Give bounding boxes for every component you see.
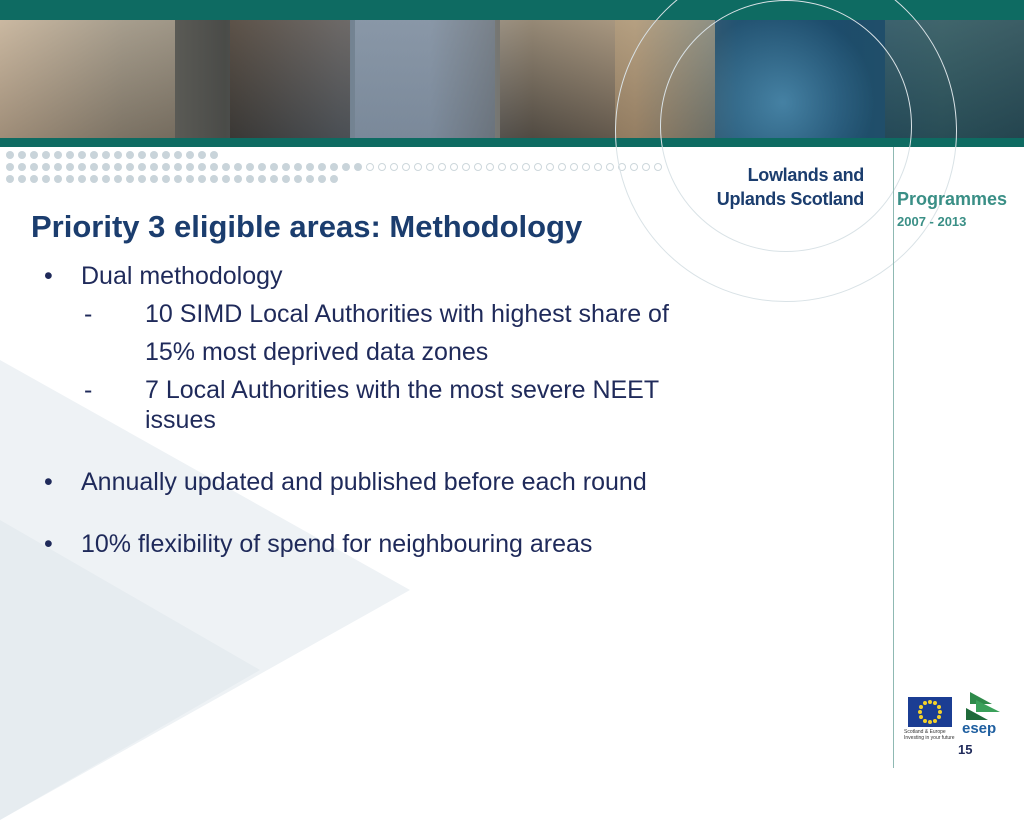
pattern-dot [114, 175, 122, 183]
pattern-dot [330, 163, 338, 171]
pattern-dot [90, 151, 98, 159]
pattern-dot [42, 163, 50, 171]
esep-label: esep [962, 720, 997, 737]
eu-star-icon [923, 719, 927, 723]
logo-line2: Uplands Scotland [716, 189, 864, 209]
banner-photo-students [500, 20, 615, 138]
pattern-dot [78, 175, 86, 183]
slide-title: Priority 3 eligible areas: Methodology [31, 209, 583, 244]
pattern-dot [30, 175, 38, 183]
eu-star-icon [928, 700, 932, 704]
pattern-dot [6, 175, 14, 183]
eu-star-icon [928, 720, 932, 724]
pattern-dot [426, 163, 434, 171]
pattern-dot [270, 175, 278, 183]
pattern-dot [390, 163, 398, 171]
banner-photo-scientist [0, 20, 175, 138]
pattern-dot [474, 163, 482, 171]
pattern-dot [18, 151, 26, 159]
pattern-dot [486, 163, 494, 171]
pattern-dot [186, 175, 194, 183]
pattern-dot [378, 163, 386, 171]
esep-logo-icon [962, 690, 1020, 738]
eu-star-icon [937, 705, 941, 709]
dot-pattern-row-2 [6, 163, 662, 171]
pattern-dot [198, 163, 206, 171]
pattern-dot [558, 163, 566, 171]
pattern-dot [90, 163, 98, 171]
pattern-dot [546, 163, 554, 171]
pattern-dot [306, 163, 314, 171]
eu-flag-icon [908, 697, 952, 727]
pattern-dot [234, 163, 242, 171]
pattern-dot [150, 175, 158, 183]
pattern-dot [186, 151, 194, 159]
sub-marker-2: - [84, 376, 93, 404]
pattern-dot [30, 151, 38, 159]
pattern-dot [402, 163, 410, 171]
background-triangle-small [0, 520, 260, 820]
pattern-dot [78, 163, 86, 171]
eu-star-icon [937, 715, 941, 719]
pattern-dot [138, 151, 146, 159]
pattern-dot [114, 151, 122, 159]
pattern-dot [318, 175, 326, 183]
pattern-dot [462, 163, 470, 171]
sub-text-1-line-1: 10 SIMD Local Authorities with highest share of [145, 300, 669, 328]
eu-star-icon [933, 719, 937, 723]
pattern-dot [90, 175, 98, 183]
bullet-marker-1: • [44, 262, 53, 290]
pattern-dot [162, 163, 170, 171]
pattern-dot [330, 175, 338, 183]
pattern-dot [66, 175, 74, 183]
pattern-dot [138, 175, 146, 183]
pattern-dot [222, 175, 230, 183]
pattern-dot [102, 163, 110, 171]
pattern-dot [354, 163, 362, 171]
eu-star-icon [919, 705, 923, 709]
bullet-text-1: Dual methodology [81, 262, 283, 290]
esep-arrows-icon [962, 690, 1020, 724]
bullet-marker-2: • [44, 468, 53, 496]
pattern-dot [78, 151, 86, 159]
pattern-dot [102, 151, 110, 159]
pattern-dot [30, 163, 38, 171]
eu-star-icon [923, 701, 927, 705]
eu-star-icon [919, 715, 923, 719]
pattern-dot [174, 175, 182, 183]
sub-marker-1: - [84, 300, 93, 328]
pattern-dot [258, 175, 266, 183]
pattern-dot [222, 163, 230, 171]
pattern-dot [126, 151, 134, 159]
pattern-dot [102, 175, 110, 183]
pattern-dot [126, 175, 134, 183]
pattern-dot [6, 163, 14, 171]
pattern-dot [258, 163, 266, 171]
pattern-dot [210, 151, 218, 159]
pattern-dot [150, 151, 158, 159]
pattern-dot [450, 163, 458, 171]
pattern-dot [594, 163, 602, 171]
pattern-dot [210, 175, 218, 183]
sub-text-2-line-2: issues [145, 406, 216, 434]
pattern-dot [66, 163, 74, 171]
eu-caption: Scotland & Europe Investing in your future [904, 729, 955, 741]
sub-text-2-line-1: 7 Local Authorities with the most severe NEET [145, 376, 660, 404]
pattern-dot [186, 163, 194, 171]
eu-star-icon [933, 701, 937, 705]
logo-years: 2007 - 2013 [897, 214, 967, 229]
pattern-dot [174, 163, 182, 171]
pattern-dot [198, 175, 206, 183]
pattern-dot [246, 163, 254, 171]
pattern-dot [54, 163, 62, 171]
pattern-dot [18, 163, 26, 171]
pattern-dot [114, 163, 122, 171]
pattern-dot [510, 163, 518, 171]
pattern-dot [162, 175, 170, 183]
pattern-dot [498, 163, 506, 171]
dot-pattern-row-3 [6, 175, 338, 183]
pattern-dot [150, 163, 158, 171]
pattern-dot [534, 163, 542, 171]
pattern-dot [282, 175, 290, 183]
bullet-marker-3: • [44, 530, 53, 558]
pattern-dot [54, 151, 62, 159]
vertical-divider [893, 147, 894, 768]
pattern-dot [606, 163, 614, 171]
pattern-dot [42, 175, 50, 183]
page-number: 15 [958, 742, 973, 757]
pattern-dot [18, 175, 26, 183]
pattern-dot [270, 163, 278, 171]
sub-text-1-line-2: 15% most deprived data zones [145, 338, 489, 366]
pattern-dot [294, 175, 302, 183]
pattern-dot [234, 175, 242, 183]
pattern-dot [414, 163, 422, 171]
pattern-dot [54, 175, 62, 183]
pattern-dot [342, 163, 350, 171]
pattern-dot [570, 163, 578, 171]
pattern-dot [6, 151, 14, 159]
pattern-dot [318, 163, 326, 171]
pattern-dot [162, 151, 170, 159]
pattern-dot [42, 151, 50, 159]
bullet-text-2: Annually updated and published before each round [81, 468, 647, 496]
pattern-dot [282, 163, 290, 171]
eu-star-icon [938, 710, 942, 714]
pattern-dot [246, 175, 254, 183]
pattern-dot [438, 163, 446, 171]
programme-logo [716, 165, 1008, 235]
banner-photo-map [355, 20, 495, 138]
pattern-dot [366, 163, 374, 171]
logo-programmes: Programmes [897, 189, 1008, 209]
pattern-dot [294, 163, 302, 171]
pattern-dot [306, 175, 314, 183]
pattern-dot [198, 151, 206, 159]
banner-photo-man [230, 20, 350, 138]
pattern-dot [582, 163, 590, 171]
pattern-dot [210, 163, 218, 171]
pattern-dot [174, 151, 182, 159]
bullet-text-3: 10% flexibility of spend for neighbouring areas [81, 530, 593, 558]
logo-line1: Lowlands and [747, 165, 864, 185]
pattern-dot [138, 163, 146, 171]
eu-star-icon [918, 710, 922, 714]
pattern-dot [522, 163, 530, 171]
dot-pattern-row-1 [6, 151, 218, 159]
pattern-dot [126, 163, 134, 171]
pattern-dot [66, 151, 74, 159]
